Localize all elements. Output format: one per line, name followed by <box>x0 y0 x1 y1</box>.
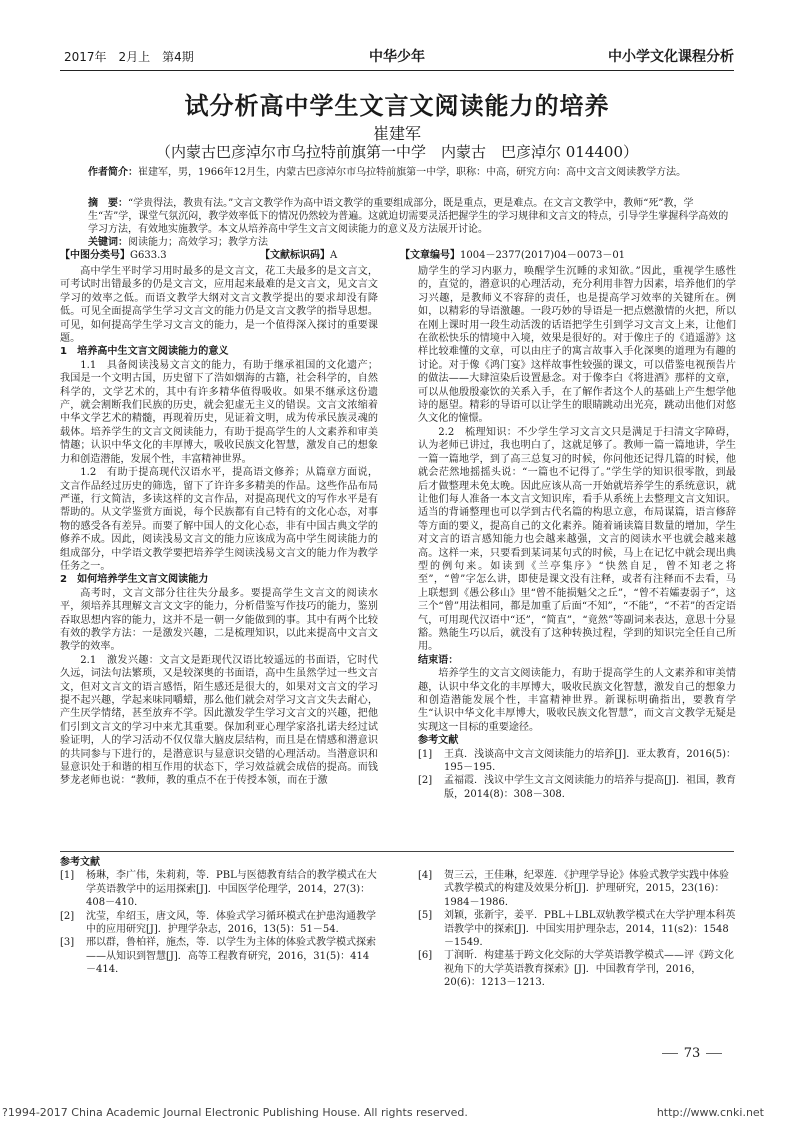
article-number: 【文章编号】 1004－2377(2017)04－0073－01 <box>400 250 626 261</box>
reference-text: 丁润昕．构建基于跨文化交际的大学英语教学模式——评《跨文化视角下的大学英语教育探索》[J]．中国教育学刊，2016，20(6)：1213－1213． <box>444 950 734 989</box>
author-bio <box>88 166 736 179</box>
reference-item <box>418 909 736 949</box>
reference-text: 王真．浅谈高中文言文阅读能力的培养[J]．亚太教育，2016(5)：195－195． <box>444 748 736 774</box>
bottom-references-left <box>60 856 378 977</box>
clc-number: 【中图分类号】 G633.3 <box>60 250 167 261</box>
cnki-link[interactable]: http://www.cnki.net <box>656 1106 764 1119</box>
running-header <box>60 46 734 66</box>
author-affiliation: （内蒙古巴彦淖尔市乌拉特前旗第一中学 内蒙古 巴彦淖尔 014400） <box>155 143 639 161</box>
reference-number: [1] <box>60 870 75 882</box>
reference-text: 孟福霞．浅议中学生文言文阅读能力的培养与提高[J]．祖国，教育版，2014(8)：308－308． <box>444 775 736 800</box>
author-bio-text: 崔建军，男，1966年12月生，内蒙古巴彦淖尔市乌拉特前旗第一中学，职称：中高，研究方向：高中文言文阅读教学方法。 <box>138 167 687 178</box>
references-heading: 参考文献 <box>60 857 100 868</box>
section-heading: 参考文献 <box>418 735 459 747</box>
reference-number: [4] <box>418 870 433 881</box>
reference-text: 刘颖，张新宇，姜平．PBL＋LBL双轨教学模式在大学护理本科英语教学中的探索[J]．中国实用护理杂志，2014，11(s2)：1548－1549． <box>444 910 736 949</box>
journal-name: 中华少年 <box>369 49 425 65</box>
reference-item <box>418 748 736 775</box>
body-paragraph: 高考时，文言文部分往往失分最多。要提高学生文言文的阅读水平，须培养其理解文言文文字的能力，分析借鉴写作技巧的能力，鉴别吞取思想内容的能力，这并不是一朝一夕能做到的事。其中有两个比较有效的教学方法：一是激发兴趣，二是梳理知识，以此来提高中文言文教学的效率。 <box>60 587 378 653</box>
document-code: 【文献标识码】 A <box>260 250 338 261</box>
reference-number: [1] <box>418 748 433 760</box>
reference-number: [2] <box>418 775 433 787</box>
body-column-left <box>60 265 378 788</box>
keywords <box>88 236 736 249</box>
reference-item <box>60 869 378 909</box>
reference-item <box>418 774 736 801</box>
section-name: 中小学文化课程分析 <box>608 49 734 65</box>
article-title: 试分析高中学生文言文阅读能力的培养 <box>184 92 610 120</box>
reference-text: 杨琳，李广伟，朱莉莉，等．PBL与医德教育结合的教学模式在大学英语教学中的运用探索[J]．中国医学伦理学，2014，27(3)：408－410． <box>86 870 377 909</box>
abstract-text: “学贵得法，教贵有法。”文言文教学作为高中语文教学的重要组成部分，既是重点，更是难点。在文言文教学中，教师“死”教，学生“苦”学，课堂气氛沉闷，教学效率低下的情况仍然较为普遍。这就迫切需要灵活把握学生的学习规律和文言文的特点，引导学生掌握科学高效的学习方法，有效地实施教学。本文从培养高中学生文言文阅读能力的意义及方法展开讨论。 <box>88 198 729 235</box>
body-paragraph: 励学生的学习内驱力，唤醒学生沉睡的求知欲。”因此，重视学生感性的，直觉的，潜意识的心理活动，充分利用非智力因素，培养他们的学习兴趣，是教师义不容辞的责任，也是提高学习效率的关键所在。例如，以精彩的导语激趣。一段巧妙的导语是一把点燃激情的火把，所以在刚上课时用一段生动活泼的话语把学生引到学习文言文上来，让他们在欲松快乐的情境中入境，效果是很好的。对于像庄子的《逍遥游》这样比较难懂的文章，可以由庄子的寓言故事入手化深奥的道理为有趣的讨论。对于像《鸿门宴》这样故事性较强的课文，可以借鉴电视预告片的做法——大肆渲染后设置悬念。对于像李白《将进酒》那样的文章，可以从他殷殷豪饮的关系入手，在了解作者这个人的基础上产生想学他诗的愿望。精彩的导语可以让学生的眼睛跳动出光亮，跳动出他们对悠久文化的憧憬。 <box>418 266 736 425</box>
reference-number: [3] <box>60 937 75 949</box>
reference-item <box>418 949 736 989</box>
body-column-right <box>418 265 736 801</box>
reference-number: [6] <box>418 950 433 962</box>
abstract-label: 摘 要： <box>88 198 128 209</box>
keywords-label: 关键词： <box>88 237 128 248</box>
body-paragraph: 1.1 具备阅读浅易文言文的能力，有助于继承祖国的文化遗产；我国是一个文明古国，历史留下了浩如烟海的古籍，社会科学的，自然科学的，文学艺术的，其中有许多精华值得吸收。如果不继承这份遗产，就会割断我们民族的历史，就会犯虚无主义的错误。文言文浓缩着中华文学艺术的精髓，再现着历史，见证着文明，成为传承民族灵魂的载体。培养学生的文言文阅读能力，有助于提高学生的人文素养和审美情趣；认识中华文化的丰厚博大，吸收民族文化智慧，激发自己的想象力和创造潜能，发展个性，丰富精神世界。 <box>60 359 378 465</box>
abstract <box>88 197 736 236</box>
reference-item <box>418 869 736 909</box>
body-paragraph: 培养学生的文言文阅读能力，有助于提高学生的人文素养和审美情趣，认识中华文化的丰厚博大，吸收民族文化智慧，激发自己的想象力和创造潜能发展个性，丰富精神世界。新课标明确指出，要教育学生“认识中华文化丰厚博大，吸收民族文化智慧”，而文言文教学无疑是实现这一目标的重要途径。 <box>418 668 736 733</box>
header-divider <box>60 70 734 71</box>
reference-number: [5] <box>418 910 433 922</box>
reference-number: [2] <box>60 910 75 922</box>
section-heading: 结束语： <box>418 654 459 666</box>
keywords-text: 阅读能力；高效学习；教学方法 <box>128 237 268 248</box>
reference-text: 沈莹，牟绍玉，唐文风，等．体验式学习循环模式在护患沟通教学中的应用研究[J]．护理学杂志，2016，13(5)：51－54． <box>86 910 376 936</box>
issue-info: 2017年 2月上 第4期 <box>64 50 194 64</box>
references-divider <box>60 851 734 852</box>
article-author: 崔建军 <box>372 124 421 143</box>
body-paragraph: 1.2 有助于提高现代汉语水平，提高语文修养；从篇章方面说，文言作品经过历史的筛选，留下了许许多多精美的作品。这些作品布局严谨，行文简洁，多读这样的文言作品，对提高现代文的写作水平是有帮助的。从文学鉴赏方面说，每个民族都有自己特有的文化心态，对事物的感受各有差异。而要了解中国人的文化心态，非有中国古典文学的修养不成。因此，阅读浅易文言文的能力应该成为高中学生阅读能力的组成部分，中学语文教学要把培养学生阅读浅易文言文的能力作为教学任务之一。 <box>60 467 378 572</box>
copyright-text: ?1994-2017 China Academic Journal Electronic Publishing House. All rights reserved. <box>2 1106 468 1119</box>
body-paragraph: 2.1 激发兴趣：文言文是距现代汉语比较遥远的书面语，它时代久远，词法句法繁琐，又是较深奥的书面语，高中生虽然学过一些文言文，但对文言文的语言感悟，陌生感还是很大的，如果对文言文的学习提不起兴趣，学起来味同嚼蜡，那么他们就会对学习文言文失去耐心，产生厌学情绪，甚至放弃不学。因此激发学生学习文言文的兴趣，把他们引到文言文的学习中来尤其重要。保加利亚心理学家洛扎诺夫经过试验证明，人的学习活动不仅仅靠大脑皮层结构，而且是在情感和潜意识的共同参与下进行的，是潜意识与显意识交错的心理活动。当潜意识和显意识处于和谐的相互作用的状态下，学习效益就会成倍的提高。而钱梦龙老师也说：“教师，教的重点不在于传授本领，而在于激 <box>60 654 378 787</box>
body-paragraph: 高中学生平时学习用时最多的是文言文，花工夫最多的是文言文，可考试时出错最多的仍是文言文，应用起来最难的是文言文，见文言文学习的效率之低。而语文教学大纲对文言文教学提出的要求却没有降低。可见全面提高学生学习文言文的能力仍是文言文教学的指导思想。可见，如何提高学生学习文言文的能力，是一个值得深入探讨的重要课题。 <box>60 266 378 345</box>
section-heading: 1 培养高中生文言文阅读能力的意义 <box>60 346 229 358</box>
section-heading: 2 如何培养学生文言文阅读能力 <box>60 574 209 586</box>
reference-text: 贺三云，王佳琳，纪翠莲．《护理学导论》体验式教学实践中体验式教学模式的构建及效果分析[J]．护理研究，2015，23(16)：1984－1986． <box>444 870 729 908</box>
reference-text: 邢以群，鲁柏祥，施杰，等．以学生为主体的体验式教学模式探索——从知识到智慧[J]．高等工程教育研究，2016，31(5)：414－414． <box>86 937 376 976</box>
reference-item <box>60 936 378 976</box>
bottom-references-right <box>418 869 736 990</box>
body-paragraph: 2.2 梳理知识：不少学生学习文言文只是满足于扫清文字障碍，认为老师已讲过，我也明白了，这就足够了。教师一篇一篇地讲，学生一篇一篇地学，到了高三总复习的时候，你问他还记得几篇的时候，他就会茫然地摇摇头说：“一篇也不记得了。”学生学的知识很零散，到最后才做整理未免太晚。因此应该从高一开始就培养学生的系统意识，就让他们每人准备一本文言文知识库，看手从系统上去整理文言文知识。适当的背诵整理也可以学到古代名篇的构思立意，布局谋篇，语言修辞等方面的要义，提高自己的文化素养。随着诵读篇目数量的增加，学生对文言的语言感知能力也会越来越强，文言的阅读水平也就会越来越高。这样一来，只要看到某词某句式的时候，马上在记忆中就会现出典型的例句来。如读到《兰亭集序》“快然自足，曾不知老之将至”，“曾”字怎么讲，即使是课文没有注释，或者有注释而不去看，马上联想到《愚公移山》里“曾不能损魁父之丘”，“曾不若孀妻弱子”，这三个“曾”用法相同，都是加重了后面“不知”，“不能”，“不若”的否定语气，可用现代汉语中“还”，“简直”，“竟然”等副词来表达，意思十分显豁。熟能生巧以后，就没有了这种转换过程，学到的知识完全任自己所用。 <box>418 426 736 653</box>
reference-item <box>60 910 378 937</box>
author-bio-label: 作者简介： <box>88 167 138 178</box>
page-number: 73 <box>650 1046 734 1061</box>
